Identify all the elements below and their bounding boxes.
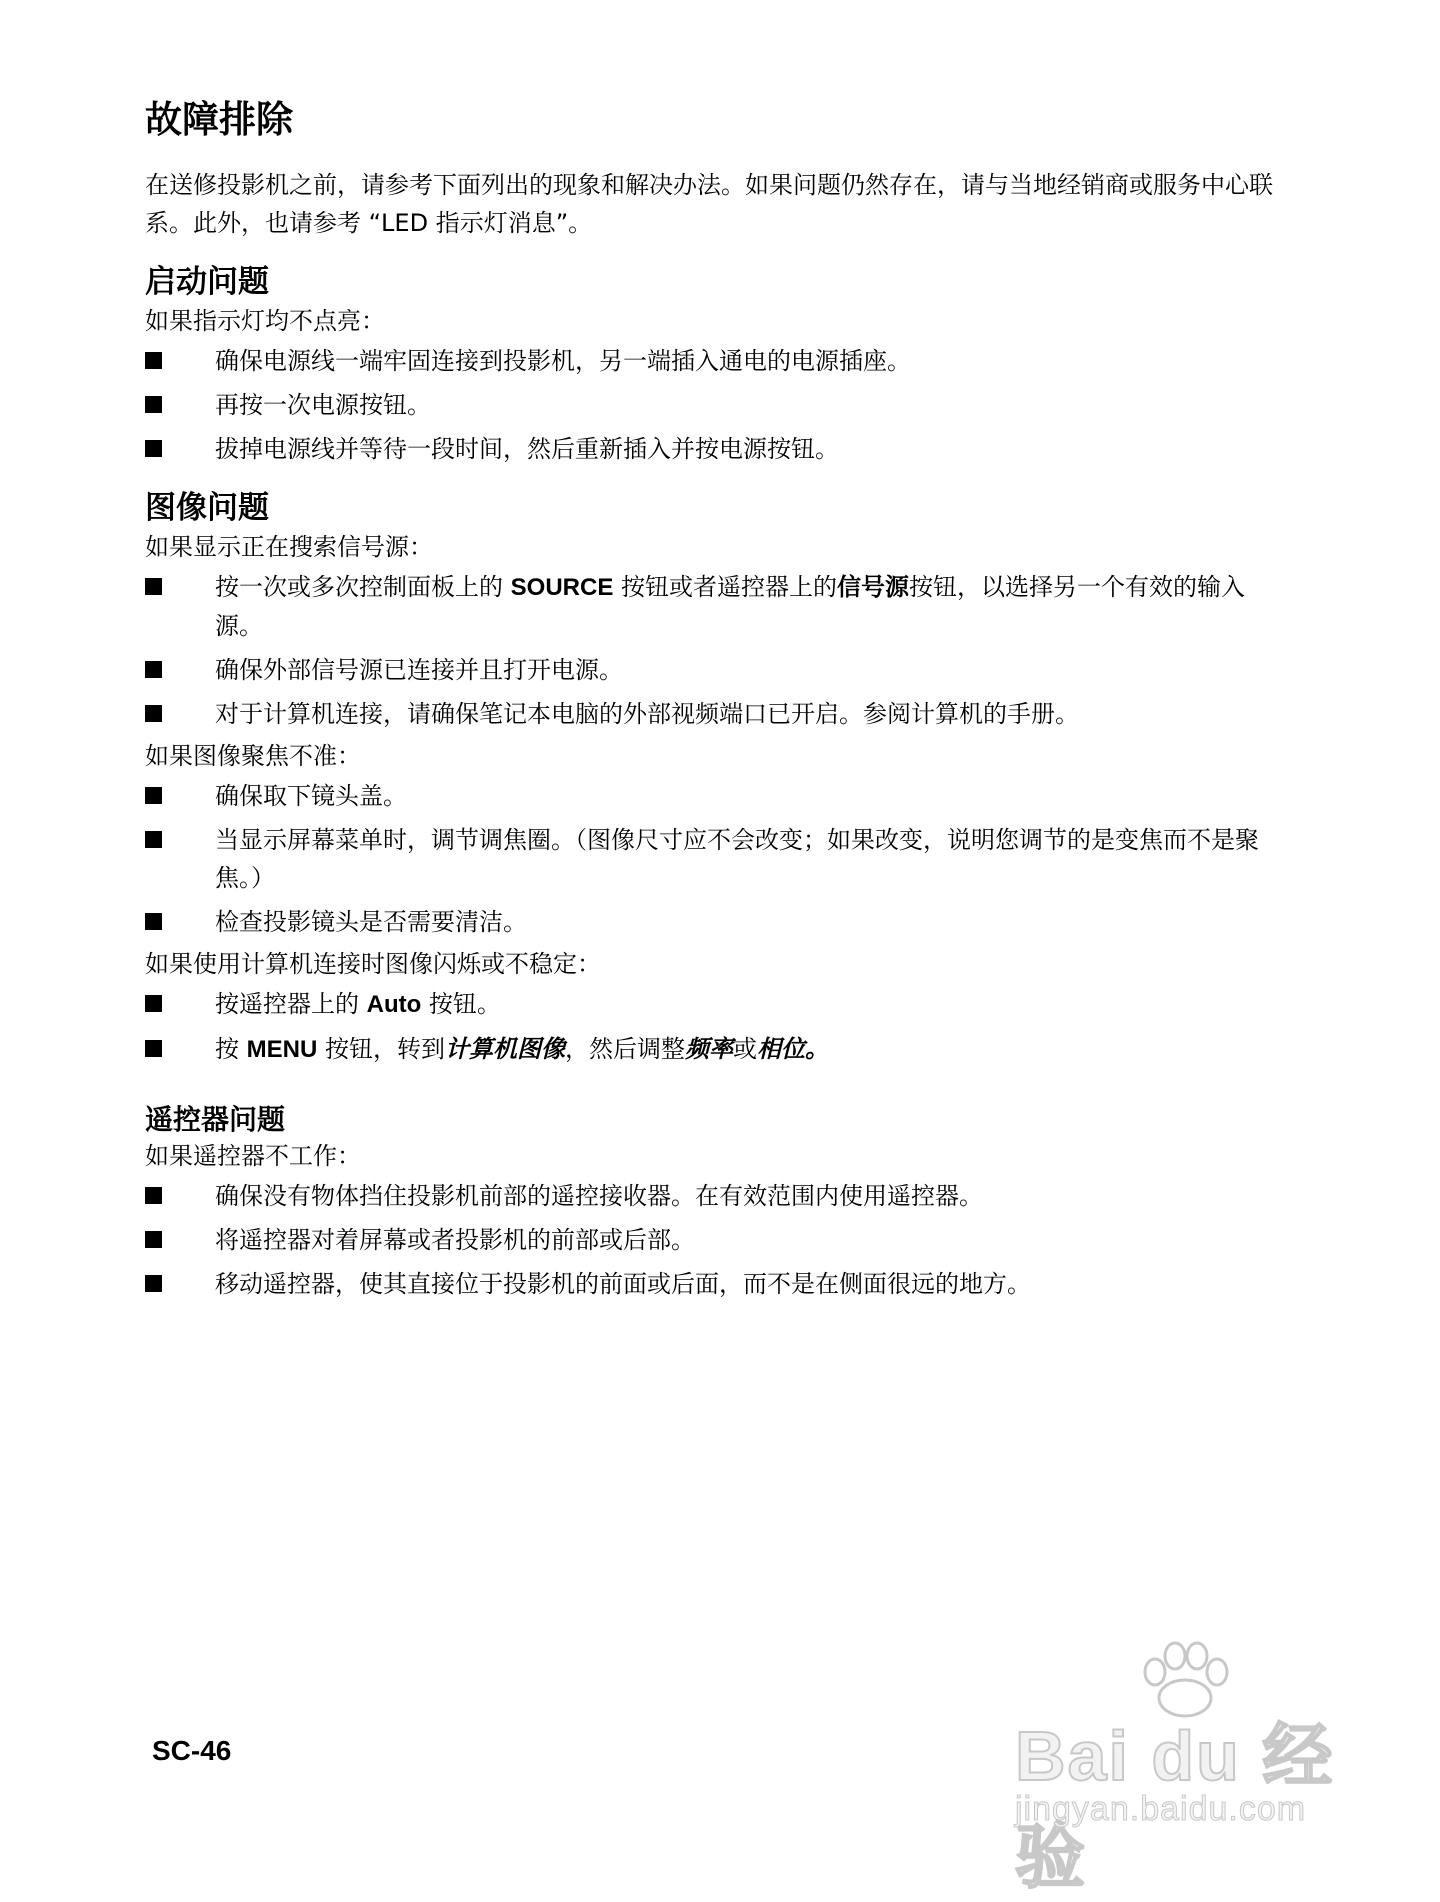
list-item: 按一次或多次控制面板上的 SOURCE 按钮或者遥控器上的信号源按钮，以选择另一个有效的输入源。 xyxy=(145,568,1275,645)
list-item: 确保外部信号源已连接并且打开电源。 xyxy=(145,651,1275,689)
page-title: 故障排除 xyxy=(145,98,293,141)
square-bullet-icon xyxy=(145,1040,162,1057)
document-page xyxy=(145,98,1275,1309)
image-focus-list xyxy=(145,777,1275,941)
list-item: 对于计算机连接，请确保笔记本电脑的外部视频端口已开启。参阅计算机的手册。 xyxy=(145,695,1275,733)
remote-condition: 如果遥控器不工作： xyxy=(145,1141,361,1170)
baidu-jingyan-watermark xyxy=(1015,1640,1355,1896)
list-item: 确保没有物体挡住投影机前部的遥控接收器。在有效范围内使用遥控器。 xyxy=(145,1177,1275,1215)
image-focus-condition: 如果图像聚焦不准： xyxy=(145,742,361,771)
square-bullet-icon xyxy=(145,995,162,1012)
list-item: 检查投影镜头是否需要清洁。 xyxy=(145,903,1275,941)
list-item: 确保电源线一端牢固连接到投影机，另一端插入通电的电源插座。 xyxy=(145,342,1275,380)
list-item: 按遥控器上的 Auto 按钮。 xyxy=(145,985,1275,1024)
page-number: SC-46 xyxy=(152,1735,232,1766)
square-bullet-icon xyxy=(145,1187,162,1204)
square-bullet-icon xyxy=(145,661,162,678)
list-item: 再按一次电源按钮。 xyxy=(145,386,1275,424)
remote-heading: 遥控器问题 xyxy=(145,1103,286,1137)
watermark-url: jingyan.baidu.com xyxy=(1015,1790,1307,1828)
image-flicker-condition: 如果使用计算机连接时图像闪烁或不稳定： xyxy=(145,950,601,979)
list-item: 按 MENU 按钮，转到计算机图像，然后调整频率或相位。 xyxy=(145,1030,1275,1069)
square-bullet-icon xyxy=(145,831,162,848)
list-item: 拔掉电源线并等待一段时间，然后重新插入并按电源按钮。 xyxy=(145,430,1275,468)
square-bullet-icon xyxy=(145,787,162,804)
list-item: 移动遥控器，使其直接位于投影机的前面或后面，而不是在侧面很远的地方。 xyxy=(145,1265,1275,1303)
square-bullet-icon xyxy=(145,396,162,413)
image-flicker-list xyxy=(145,985,1275,1069)
image-search-list xyxy=(145,568,1275,733)
square-bullet-icon xyxy=(145,352,162,369)
startup-heading: 启动问题 xyxy=(145,264,269,301)
image-heading: 图像问题 xyxy=(145,490,269,527)
list-item: 将遥控器对着屏幕或者投影机的前部或后部。 xyxy=(145,1221,1275,1259)
square-bullet-icon xyxy=(145,578,162,595)
square-bullet-icon xyxy=(145,913,162,930)
watermark-logo-text: Bai du 经验 xyxy=(1015,1717,1335,1896)
image-search-condition: 如果显示正在搜索信号源： xyxy=(145,533,433,562)
list-item: 当显示屏幕菜单时，调节调焦圈。（图像尺寸应不会改变；如果改变，说明您调节的是变焦而不是聚焦。） xyxy=(145,821,1275,897)
square-bullet-icon xyxy=(145,440,162,457)
square-bullet-icon xyxy=(145,1275,162,1292)
startup-condition: 如果指示灯均不点亮： xyxy=(145,307,385,336)
startup-list xyxy=(145,342,1275,468)
remote-list xyxy=(145,1177,1275,1303)
square-bullet-icon xyxy=(145,705,162,722)
intro-paragraph: 在送修投影机之前，请参考下面列出的现象和解决办法。如果问题仍然存在，请与当地经销商或服务中心联系。此外，也请参考 “LED 指示灯消息”。 xyxy=(145,171,1273,238)
square-bullet-icon xyxy=(145,1231,162,1248)
list-item: 确保取下镜头盖。 xyxy=(145,777,1275,815)
